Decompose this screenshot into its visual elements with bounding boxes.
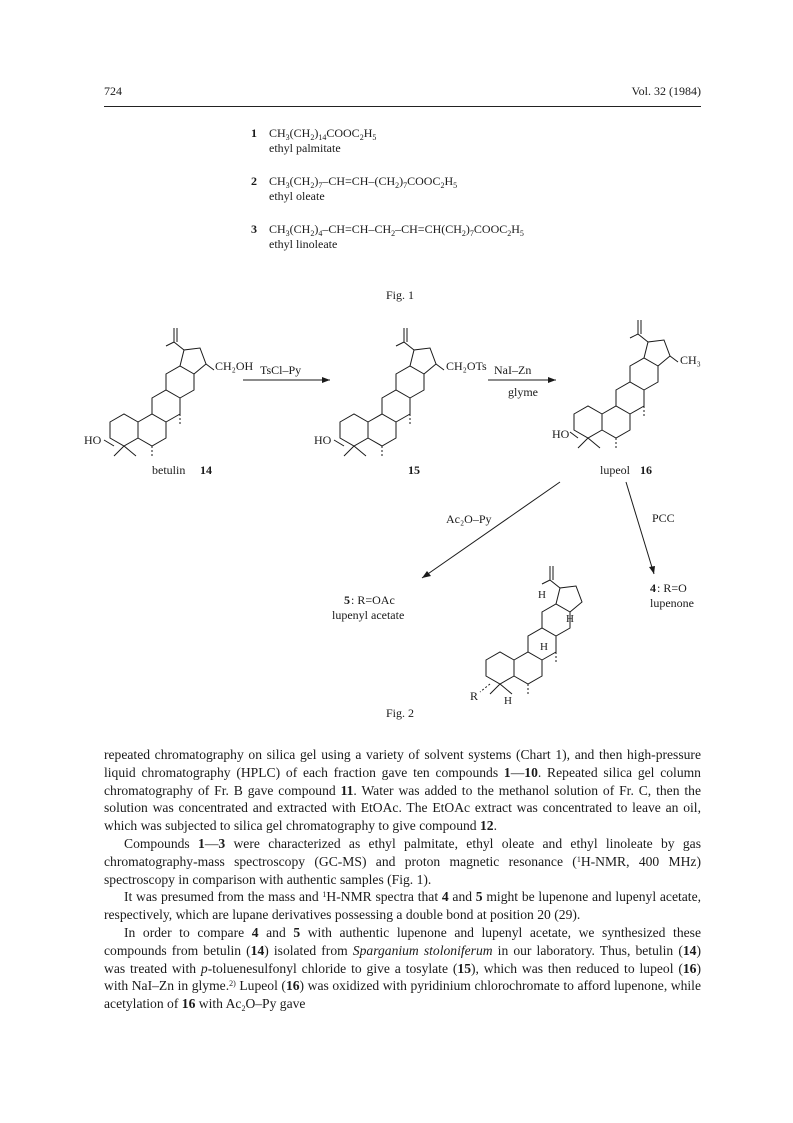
page-number: 724 (104, 84, 122, 98)
reagent-glyme: glyme (508, 385, 538, 399)
compound-name: ethyl linoleate (269, 237, 338, 251)
tosylate-substituent: CH₂OTs (446, 359, 487, 373)
lupeol-name: lupeol (600, 463, 630, 477)
reagent-tscl-py: TsCl–Py (260, 363, 302, 377)
body-paragraph: It was presumed from the mass and $^1$H-NMR spectra that 4 and 5 might be lupenone and lupenyl acetate, respectively, which are lupane derivatives possessing a double bond at position 20 (29). (104, 889, 702, 923)
compound-formula: $CH_3(CH_2)_4-CH=CH-CH_2-CH=CH(CH_2)_7COOC_2H_5$ (269, 222, 524, 238)
compound-number: 1 (251, 126, 257, 140)
lupane-h-18: H (538, 589, 546, 601)
lupeol-hydroxyl: HO (552, 427, 570, 441)
arrowhead-acetylation (422, 571, 431, 578)
reagent-pcc: PCC (652, 511, 675, 525)
compound-number: 2 (251, 174, 257, 188)
lupane-r-label: R (470, 689, 479, 703)
product-4-number: 4 (650, 581, 656, 595)
arrow-oxidation (626, 482, 654, 574)
betulin-number: 14 (200, 463, 212, 477)
product-5-name: lupenyl acetate (332, 608, 405, 622)
arrowhead-oxidation (649, 566, 655, 574)
lupane-h-3: H (504, 695, 512, 707)
tosylate-hydroxyl: HO (314, 433, 332, 447)
arrow-acetylation (422, 482, 560, 578)
compound-number: 3 (251, 222, 257, 236)
reagent-ac2o-py: Ac₂O–Py (446, 512, 492, 526)
body-paragraph: Compounds 1—3 were characterized as ethyl palmitate, ethyl oleate and ethyl linoleate by gas chromatography-mass spectroscopy (GC-MS) and proton magnetic resonance ($^1$H-NMR, 400 MHz) spectroscopy in comparison with authentic samples (Fig. 1). (104, 835, 701, 887)
journal-volume: Vol. 32 (1984) (631, 84, 701, 98)
product-4-name: lupenone (650, 596, 694, 610)
betulin-hydroxyl: HO (84, 433, 102, 447)
compound-formula: $CH_3(CH_2)_7-CH=CH-(CH_2)_7COOC_2H_5$ (269, 174, 458, 190)
betulin-name: betulin (152, 463, 186, 477)
lupeol-structure (574, 320, 670, 448)
compound-name: ethyl palmitate (269, 141, 341, 155)
lupane-structure (486, 566, 582, 694)
compound-name: ethyl oleate (269, 189, 325, 203)
body-paragraph: repeated chromatography on silica gel using a variety of solvent systems (Chart 1), and then high-pressure liquid chromatography (HPLC) of each fraction gave ten compounds 1—10. Repeated silica gel column chromatography of Fr. B gave compound 11. Water was added to the methanol solution of Fr. C, then the solution was concentrated and extracted with EtOAc. The EtOAc extract was concentrated to leave an oil, which was subjected to silica gel chromatography to give compound 12. (104, 747, 701, 834)
lupeol-number: 16 (640, 463, 652, 477)
betulin-substituent: CH₂OH (215, 359, 254, 373)
product-4-label: : R=O (657, 581, 687, 595)
reagent-nai-zn: NaI–Zn (494, 363, 532, 377)
fig2-caption: Fig. 2 (385, 706, 414, 720)
tosylate-number: 15 (408, 463, 420, 477)
lupane-h-13: H (566, 613, 574, 625)
product-5-number: 5 (344, 593, 350, 607)
tosylate-structure (340, 328, 436, 456)
fig1-caption: Fig. 1 (385, 288, 414, 302)
article-body (104, 746, 701, 1013)
body-paragraph: In order to compare 4 and 5 with authentic lupenone and lupenyl acetate, we synthesized these compounds from betulin (14) isolated from Sparganium stoloniferum in our laboratory. Thus, betulin (14) was treated with p-toluenesulfonyl chloride to give a tosylate (15), which was then reduced to lupeol (16) with NaI–Zn in glyme.$^{2)}$ Lupeol (16) was oxidized with pyridinium chlorochromate to afford lupenone, while acetylation of 16 with $Ac_2O-Py$ gave (104, 924, 701, 1014)
lupeol-substituent: CH₃ (680, 353, 701, 367)
betulin-structure (110, 328, 206, 456)
compound-formula: $CH_3(CH_2)_{14}COOC_2H_5$ (269, 126, 377, 142)
product-5-label: : R=OAc (351, 593, 395, 607)
lupane-h-9: H (540, 641, 548, 653)
arrowhead-nai (548, 377, 556, 383)
arrowhead-tscl (322, 377, 330, 383)
